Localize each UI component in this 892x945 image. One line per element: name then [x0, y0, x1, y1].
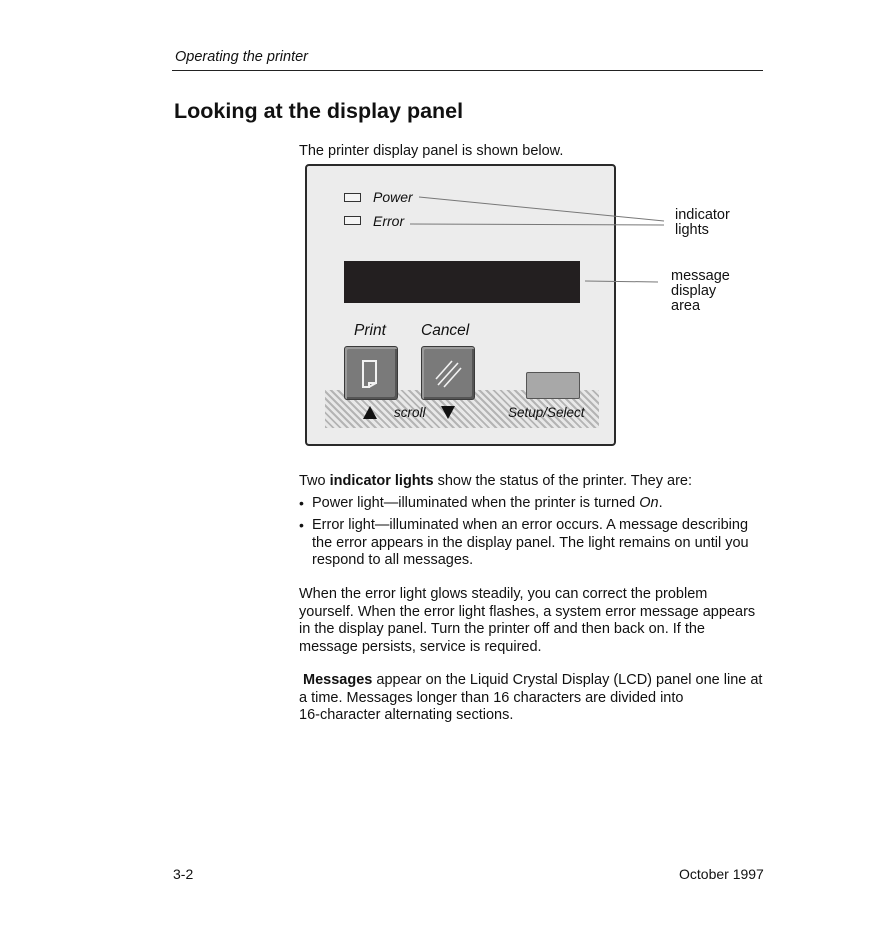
cancel-button-label: Cancel: [421, 322, 470, 339]
indicator-lights-callout: indicator lights: [675, 207, 730, 238]
messages-paragraph: Messages appear on the Liquid Crystal Display (LCD) panel one line at a time. Messages longer than 16 characters are divided into 16-character alternating sections.: [299, 672, 763, 723]
scroll-label: scroll: [394, 405, 426, 420]
bullet-icon: •: [299, 517, 304, 533]
page-title: Looking at the display panel: [174, 99, 464, 123]
running-header: Operating the printer: [175, 49, 308, 65]
intro-text: The printer display panel is shown below.: [299, 143, 564, 159]
setup-select-label: Setup/Select: [508, 405, 585, 420]
page-number: 3-2: [173, 866, 194, 882]
error-light-paragraph: When the error light glows steadily, you can correct the problem yourself. When the error light flashes, a system error message appears in the display panel. Turn the printer off and then back on. If the message persists, service is required.: [299, 586, 756, 655]
error-light-bullet: Error light—illuminated when an error occurs. A message describing the error appears in the display panel. The light remains on until you respond to all messages.: [312, 517, 749, 568]
bullet-icon: •: [299, 495, 304, 511]
print-button-label: Print: [354, 322, 386, 339]
error-indicator-label: Error: [373, 213, 405, 229]
message-display-callout: message display area: [671, 268, 730, 314]
power-indicator-label: Power: [373, 189, 413, 205]
power-light-bullet: Power light—illuminated when the printer is turned On.: [312, 495, 663, 511]
publication-date: October 1997: [679, 866, 764, 882]
indicator-intro-paragraph: Two indicator lights show the status of the printer. They are:: [299, 473, 693, 489]
